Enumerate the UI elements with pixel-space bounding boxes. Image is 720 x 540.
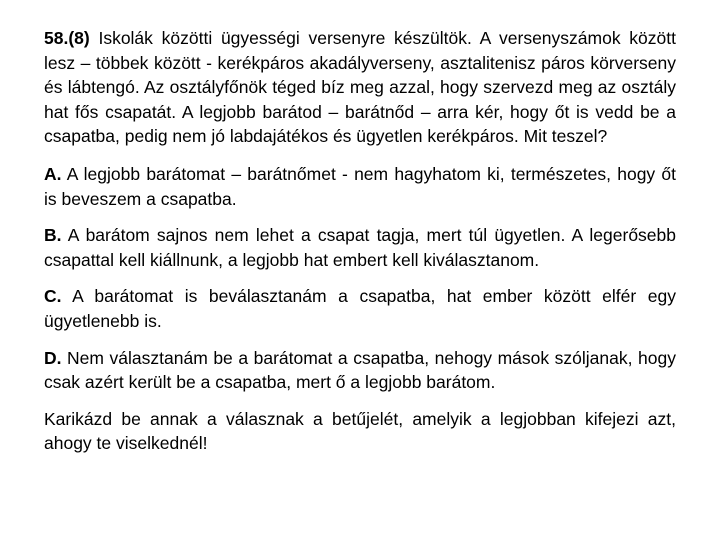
- answer-option-a: [44, 162, 676, 211]
- question-text: Iskolák közötti ügyességi versenyre készültök. A versenyszámok között lesz – többek között - kerékpáros akadályverseny, asztalitenisz páros körverseny és lábtengó. Az osztályfőnök téged bíz meg azzal, hogy szervezd meg az osztály hat fős csapatát. A legjobb barátod – barátnőd – arra kér, hogy őt is vedd be a csapatba, pedig nem jó labdajátékos és ügyetlen kerékpáros. Mit teszel?: [44, 28, 676, 147]
- question-block: [44, 26, 676, 149]
- option-letter: C.: [44, 286, 62, 307]
- option-letter: D.: [44, 347, 62, 368]
- option-text: A barátom sajnos nem lehet a csapat tagja, mert túl ügyetlen. A legerősebb csapattal kell kiállnunk, a legjobb hat embert kell kiválasztanom.: [44, 225, 676, 270]
- instruction-text: Karikázd be annak a válasznak a betűjelét, amelyik a legjobban kifejezi azt, ahogy te viselkednél!: [44, 408, 676, 454]
- option-text: Nem választanám be a barátomat a csapatba, nehogy mások szóljanak, hogy csak azért került be a csapatba, mert ő a legjobb barátom.: [44, 347, 676, 393]
- option-text: A barátomat is beválasztanám a csapatba, hat ember között elfér egy ügyetlenebb is.: [44, 286, 676, 331]
- document-page: [44, 26, 676, 456]
- answer-option-d: [44, 346, 676, 395]
- option-text: A legjobb barátomat – barátnőmet - nem hagyhatom ki, természetes, hogy őt is beveszem a csapatba.: [44, 163, 676, 209]
- answer-option-b: [44, 223, 676, 272]
- option-letter: A.: [44, 163, 62, 184]
- question-number: 58.(8): [44, 28, 90, 48]
- option-letter: B.: [44, 225, 62, 246]
- answer-option-c: [44, 284, 676, 333]
